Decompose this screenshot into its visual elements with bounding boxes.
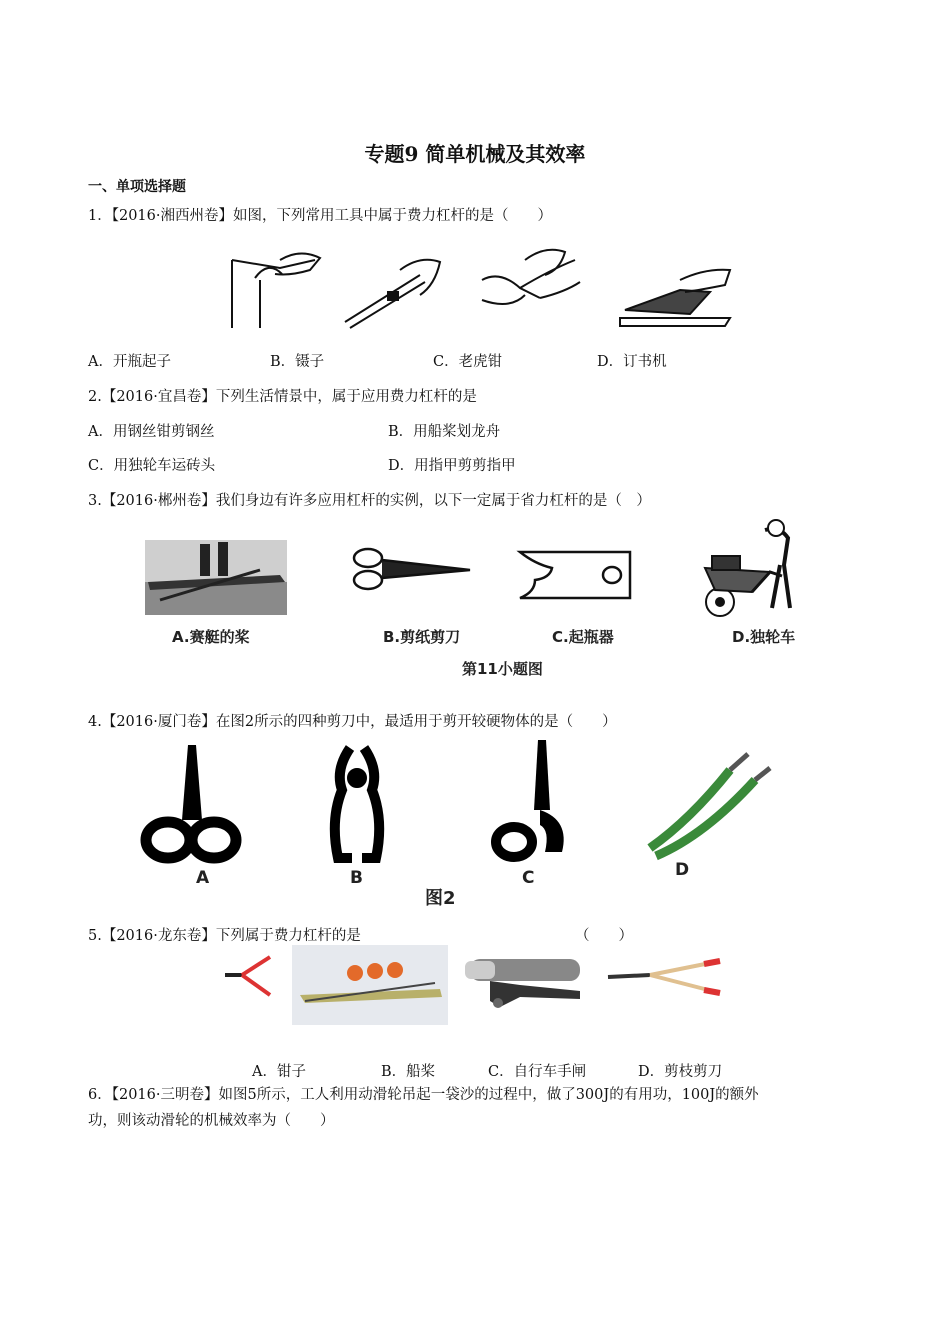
scissors-c-icon (496, 740, 564, 857)
q2-option-a: A．用钢丝钳剪钢丝 (88, 424, 215, 440)
q2-option-b: B．用船桨划龙舟 (388, 424, 501, 440)
q3-caption-b: B.剪纸剪刀 (383, 628, 461, 646)
q5-option-d: D．剪枝剪刀 (638, 1064, 723, 1080)
q5-option-a: A．钳子 (252, 1064, 306, 1080)
q4-label-c: C (522, 868, 535, 888)
q1-option-b: B．镊子 (270, 354, 325, 370)
wheelbarrow-icon (705, 520, 790, 616)
q3-caption-a: A.赛艇的桨 (172, 628, 250, 646)
q5-figure (220, 945, 730, 1027)
q4-figure-caption: 图2 (425, 888, 456, 909)
section-heading: 一、单项选择题 (88, 179, 186, 195)
stapler-icon (620, 270, 730, 326)
q1-tools-figure (220, 240, 740, 332)
q4-scissors-figure (130, 740, 770, 880)
q1-option-c: C．老虎钳 (433, 354, 503, 370)
q3-caption-d: D.独轮车 (732, 628, 796, 646)
question-1-stem: 1．【2016·湘西州卷】如图，下列常用工具中属于费力杠杆的是（ ） (88, 208, 552, 224)
tweezers-icon (345, 260, 440, 328)
q5-option-c: C．自行车手闸 (488, 1064, 587, 1080)
pliers-icon (482, 250, 580, 304)
q1-option-a: A．开瓶起子 (88, 354, 171, 370)
question-3-stem: 3.【2016·郴州卷】我们身边有许多应用杠杆的实例，以下一定属于省力杠杆的是（ ） (88, 493, 651, 509)
scissors-b-icon (335, 748, 379, 858)
pruning-shears-icon (608, 961, 720, 993)
q5-answer-paren: （ ） (575, 928, 633, 944)
bicycle-brake-icon (465, 959, 580, 1008)
q4-label-d: D (675, 860, 690, 880)
q5-option-b: B．船桨 (381, 1064, 436, 1080)
scissors-d-icon (650, 754, 770, 856)
q3-figure-caption: 第11小题图 (462, 660, 543, 678)
q2-option-d: D．用指甲剪剪指甲 (388, 458, 516, 474)
question-5-stem: 5.【2016·龙东卷】下列属于费力杠杆的是 (88, 928, 361, 944)
rowing-photo-icon (292, 945, 448, 1025)
question-4-stem: 4.【2016·厦门卷】在图2所示的四种剪刀中，最适用于剪开较硬物体的是（ ） (88, 714, 617, 730)
scissors-a-icon (146, 745, 236, 858)
bottle-opener-icon (232, 253, 320, 328)
q3-figure (140, 520, 820, 620)
q2-option-c: C．用独轮车运砖头 (88, 458, 216, 474)
question-2-stem: 2.【2016·宜昌卷】下列生活情景中，属于应用费力杠杆的是 (88, 389, 477, 405)
scissors-icon (354, 549, 470, 589)
q1-option-d: D．订书机 (597, 354, 667, 370)
rowing-boat-icon (145, 540, 287, 615)
question-6-line-2: 功，则该动滑轮的机械效率为（ ） (88, 1113, 335, 1129)
bottle-opener-icon (520, 552, 630, 598)
q4-label-a: A (196, 868, 210, 888)
pliers-icon (225, 957, 270, 995)
q3-caption-c: C.起瓶器 (552, 628, 614, 646)
question-6-line-1: 6．【2016·三明卷】如图5所示，工人利用动滑轮吊起一袋沙的过程中，做了300J的有用功，100J的额外 (88, 1087, 759, 1103)
q4-label-b: B (350, 868, 363, 888)
page-title: 专题9 简单机械及其效率 (364, 142, 586, 166)
